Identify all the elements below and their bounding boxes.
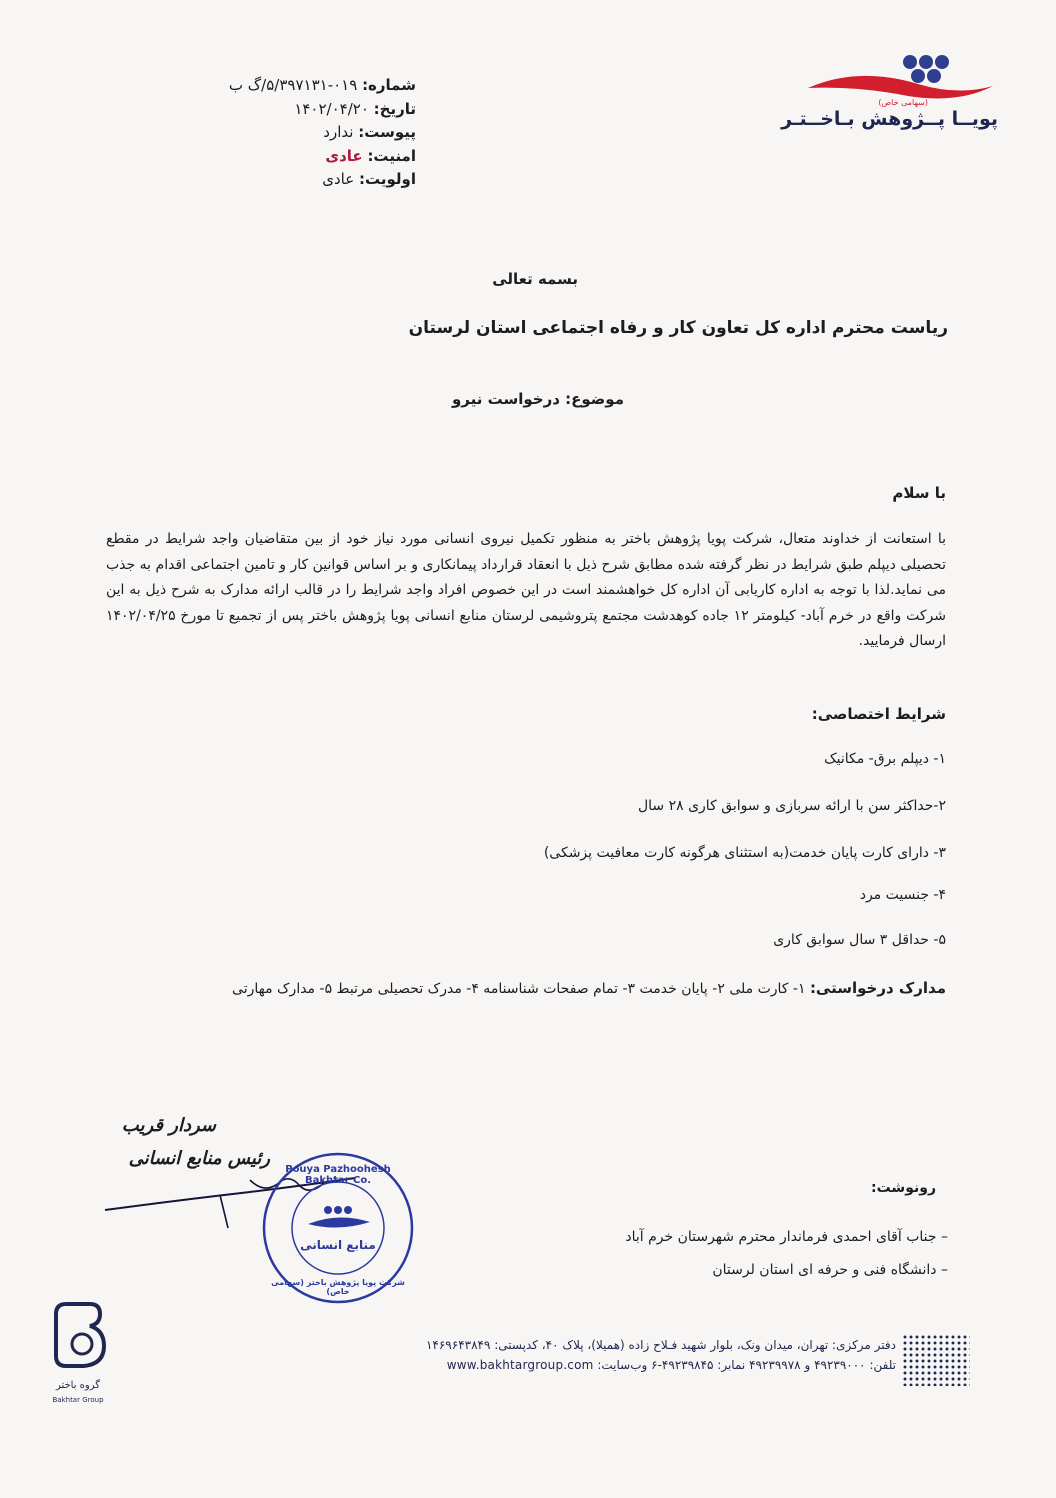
cc-item: – دانشگاه فنی و حرفه ای استان لرستان <box>712 1262 948 1278</box>
requirement-item: ۱- دیپلم برق- مکانیک <box>824 751 946 767</box>
requirement-item: ۴- جنسیت مرد <box>859 887 946 903</box>
footer-address-line: دفتر مرکزی: تهران، میدان ونک، بلوار شهید فـلاح زاده (همیلا)، پلاک ۴۰، کدپستی: ۱۴۶۹۶۴۳۸۴۹ <box>425 1338 896 1352</box>
stamp-outer-text: Pouya Pazhoohesh Bakhtar Co. <box>285 1164 391 1186</box>
letter-date: تاریخ: ۱۴۰۲/۰۴/۲۰ <box>294 99 416 118</box>
signatory-name: سردار قریب <box>121 1115 216 1136</box>
letter-meta <box>116 74 416 192</box>
company-stamp <box>258 1148 418 1308</box>
cc-item: – جناب آقای احمدی فرماندار محترم شهرستان خرم آباد <box>625 1229 948 1245</box>
group-logo <box>38 1296 118 1411</box>
stamp-bottom-text: شرکت پویا پژوهش باختر (سهامی خاص) <box>271 1278 405 1296</box>
requirement-item: ۵- حداقل ۳ سال سوابق کاری <box>773 932 946 948</box>
recipient: ریاست محترم اداره کل تعاون کار و رفاه اجتماعی استان لرستان <box>408 318 948 338</box>
required-documents-label: مدارک درخواستی: <box>809 979 946 997</box>
cc-title: رونوشت: <box>871 1180 936 1196</box>
footer-dots-decoration <box>902 1334 970 1386</box>
greeting: با سلام <box>892 484 946 502</box>
letter-attachment: پیوست: ندارد <box>323 123 416 141</box>
group-logo-sub: Bakhtar Group <box>52 1396 104 1404</box>
footer-contact-line: تلفن: ۴۹۲۳۹۰۰۰ و ۴۹۲۳۹۹۷۸ نمابر: ۴۹۲۳۹۸۴۵-۶ وب‌سایت: www.bakhtargroup.com <box>446 1358 896 1372</box>
company-logo <box>781 46 998 136</box>
requirements-title: شرایط اختصاصی: <box>811 705 946 723</box>
letter-number: شماره: ۰۱۹-۵/۳۹۷۱۳۱/گ ب <box>228 76 416 94</box>
requirement-item: ۳- دارای کارت پایان خدمت(به استثنای هرگونه کارت معافیت پزشکی) <box>543 845 946 861</box>
requirement-item: ۲-حداکثر سن با ارائه سربازی و سوابق کاری ۲۸ سال <box>637 798 946 814</box>
basmala: بسمه تعالی <box>492 270 578 288</box>
required-documents-value: ۱- کارت ملی ۲- پایان خدمت ۳- تمام صفحات شناسنامه ۴- مدرک تحصیلی مرتبط ۵- مدارک مهارتی <box>232 981 806 997</box>
company-logo-name: پویــا پــژوهش بـاخــتـر <box>781 108 998 130</box>
subject: موضوع: درخواست نیرو <box>451 390 624 408</box>
signatory-role: رئیس منابع انسانی <box>128 1148 270 1169</box>
letter-security: امنیت: عادی <box>325 146 416 165</box>
group-logo-name: گروه باختر <box>55 1380 101 1391</box>
required-documents <box>232 979 946 997</box>
company-logo-subtitle: (سهامی خاص) <box>878 98 928 107</box>
group-logo-icon <box>38 1296 118 1376</box>
stamp-center-text: منابع انسانی <box>300 1238 376 1252</box>
letter-body: با استعانت از خداوند متعال، شرکت پویا پژوهش باختر به منظور تکمیل نیروی انسانی مورد نیاز خود از بین متقاضیان واجد شرایط در مقطع تحصیلی دیپلم طبق شرایط در نظر گرفته شده مطابق شرح ذیل با انعقاد قرارداد پیمانکاری و بر اساس قوانین کار و تامین اجتماعی اقدام به جذب می نماید.لذا با توجه به اداره کاریابی آن اداره کل خواهشمند است در این خصوص افراد واجد شرایط را در قالب ارائه مدارک به شرح ذیل به این شرکت واقع در خرم آباد- کیلومتر ۱۲ جاده کوهدشت مجتمع پتروشیمی لرستان منابع انسانی پویا پژوهش باختر پس از تجمیع تا مورخ ۱۴۰۲/۰۴/۲۵ ارسال فرمایید. <box>106 531 947 650</box>
footer-address <box>196 1335 896 1375</box>
letter-priority: اولویت: عادی <box>322 170 416 188</box>
